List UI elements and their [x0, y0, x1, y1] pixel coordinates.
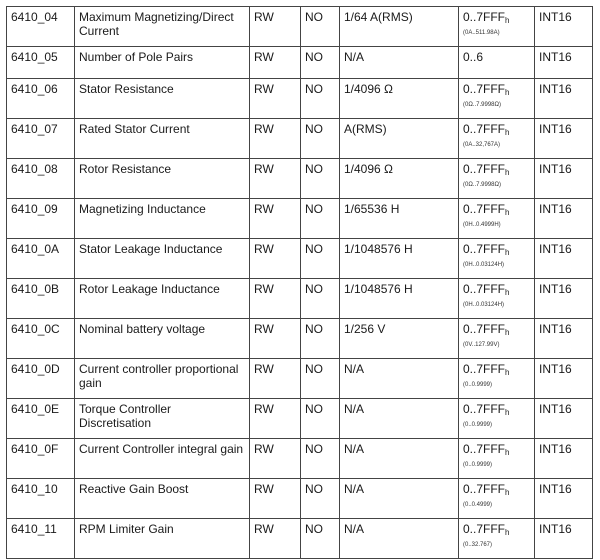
name-cell: Rotor Resistance [75, 159, 250, 199]
parameter-table-body [7, 7, 593, 559]
index-cell: 6410_04 [7, 7, 75, 47]
index-cell: 6410_07 [7, 119, 75, 159]
pdo-cell: NO [301, 479, 340, 519]
range-note: (0H..0.03124H) [463, 302, 505, 308]
parameter-table-container [6, 6, 593, 559]
units-cell: N/A [340, 439, 459, 479]
access-cell: RW [250, 199, 301, 239]
pdo-cell: NO [301, 79, 340, 119]
access-cell: RW [250, 79, 301, 119]
range-note: (0H..0.03124H) [463, 262, 505, 268]
pdo-cell: NO [301, 359, 340, 399]
pdo-cell: NO [301, 519, 340, 559]
units-cell: 1/4096 Ω [340, 159, 459, 199]
table-row [7, 399, 593, 439]
range-value: 0..7FFF [463, 322, 506, 336]
range-value: 0..7FFF [463, 402, 506, 416]
range-value: 0..7FFF [463, 10, 506, 24]
name-cell: Maximum Magnetizing/Direct Current [75, 7, 250, 47]
range-subscript: h [505, 128, 510, 137]
range-value: 0..7FFF [463, 522, 506, 536]
range-cell [459, 79, 535, 119]
range-note: (0H..0.4999H) [463, 222, 501, 228]
table-row [7, 159, 593, 199]
table-row [7, 47, 593, 79]
parameter-table [6, 6, 593, 559]
type-cell: INT16 [535, 79, 593, 119]
table-row [7, 239, 593, 279]
pdo-cell: NO [301, 47, 340, 79]
table-row [7, 479, 593, 519]
name-cell: Nominal battery voltage [75, 319, 250, 359]
range-note: (0Ω..7.9998Ω) [463, 182, 501, 188]
name-cell: Current Controller integral gain [75, 439, 250, 479]
index-cell: 6410_06 [7, 79, 75, 119]
range-note: (0V..127.99V) [463, 342, 500, 348]
range-note: (0..0.9999) [463, 382, 493, 388]
range-note: (0..32.767) [463, 542, 493, 548]
range-note: (0..0.9999) [463, 422, 493, 428]
table-row [7, 199, 593, 239]
range-value: 0..7FFF [463, 242, 506, 256]
range-cell [459, 319, 535, 359]
pdo-cell: NO [301, 439, 340, 479]
access-cell: RW [250, 239, 301, 279]
range-cell [459, 359, 535, 399]
range-subscript: h [505, 248, 510, 257]
name-cell: Stator Leakage Inductance [75, 239, 250, 279]
index-cell: 6410_0A [7, 239, 75, 279]
name-cell: Torque Controller Discretisation [75, 399, 250, 439]
range-subscript: h [505, 168, 510, 177]
index-cell: 6410_05 [7, 47, 75, 79]
access-cell: RW [250, 47, 301, 79]
range-subscript: h [505, 208, 510, 217]
units-cell: 1/1048576 H [340, 279, 459, 319]
index-cell: 6410_0D [7, 359, 75, 399]
name-cell: RPM Limiter Gain [75, 519, 250, 559]
units-cell: N/A [340, 519, 459, 559]
access-cell: RW [250, 159, 301, 199]
range-subscript: h [505, 368, 510, 377]
range-value: 0..7FFF [463, 202, 506, 216]
access-cell: RW [250, 119, 301, 159]
units-cell: 1/1048576 H [340, 239, 459, 279]
range-note: (0Ω..7.9998Ω) [463, 102, 501, 108]
table-row [7, 439, 593, 479]
table-row [7, 319, 593, 359]
table-row [7, 279, 593, 319]
pdo-cell: NO [301, 159, 340, 199]
table-row [7, 7, 593, 47]
access-cell: RW [250, 7, 301, 47]
table-row [7, 79, 593, 119]
range-cell [459, 47, 535, 79]
access-cell: RW [250, 519, 301, 559]
index-cell: 6410_0C [7, 319, 75, 359]
range-subscript: h [505, 88, 510, 97]
range-subscript: h [505, 408, 510, 417]
units-cell: 1/256 V [340, 319, 459, 359]
type-cell: INT16 [535, 439, 593, 479]
units-cell: N/A [340, 399, 459, 439]
range-cell [459, 399, 535, 439]
table-row [7, 519, 593, 559]
units-cell: N/A [340, 47, 459, 79]
pdo-cell: NO [301, 199, 340, 239]
type-cell: INT16 [535, 399, 593, 439]
range-note: (0..0.4999) [463, 502, 493, 508]
access-cell: RW [250, 479, 301, 519]
type-cell: INT16 [535, 479, 593, 519]
index-cell: 6410_0F [7, 439, 75, 479]
units-cell: 1/65536 H [340, 199, 459, 239]
range-note: (0A..511.98A) [463, 30, 500, 36]
range-value: 0..7FFF [463, 162, 506, 176]
units-cell: 1/4096 Ω [340, 79, 459, 119]
index-cell: 6410_0E [7, 399, 75, 439]
name-cell: Rated Stator Current [75, 119, 250, 159]
range-cell [459, 479, 535, 519]
range-subscript: h [505, 528, 510, 537]
access-cell: RW [250, 319, 301, 359]
name-cell: Magnetizing Inductance [75, 199, 250, 239]
type-cell: INT16 [535, 359, 593, 399]
range-cell [459, 7, 535, 47]
range-cell [459, 439, 535, 479]
units-cell: N/A [340, 479, 459, 519]
pdo-cell: NO [301, 399, 340, 439]
type-cell: INT16 [535, 319, 593, 359]
range-value: 0..7FFF [463, 482, 506, 496]
units-cell: N/A [340, 359, 459, 399]
index-cell: 6410_08 [7, 159, 75, 199]
pdo-cell: NO [301, 279, 340, 319]
units-cell: 1/64 A(RMS) [340, 7, 459, 47]
type-cell: INT16 [535, 119, 593, 159]
type-cell: INT16 [535, 199, 593, 239]
table-row [7, 359, 593, 399]
range-value: 0..7FFF [463, 282, 506, 296]
access-cell: RW [250, 359, 301, 399]
range-subscript: h [505, 448, 510, 457]
access-cell: RW [250, 279, 301, 319]
range-note: (0..0.9999) [463, 462, 493, 468]
range-note: (0A..32,767A) [463, 142, 501, 148]
range-cell [459, 519, 535, 559]
pdo-cell: NO [301, 7, 340, 47]
name-cell: Stator Resistance [75, 79, 250, 119]
name-cell: Current controller proportional gain [75, 359, 250, 399]
pdo-cell: NO [301, 319, 340, 359]
range-value: 0..7FFF [463, 82, 506, 96]
name-cell: Reactive Gain Boost [75, 479, 250, 519]
range-subscript: h [505, 488, 510, 497]
access-cell: RW [250, 439, 301, 479]
type-cell: INT16 [535, 7, 593, 47]
type-cell: INT16 [535, 47, 593, 79]
name-cell: Rotor Leakage Inductance [75, 279, 250, 319]
access-cell: RW [250, 399, 301, 439]
type-cell: INT16 [535, 159, 593, 199]
range-subscript: h [505, 328, 510, 337]
range-value: 0..6 [463, 50, 484, 64]
range-value: 0..7FFF [463, 362, 506, 376]
index-cell: 6410_0B [7, 279, 75, 319]
range-cell [459, 279, 535, 319]
range-cell [459, 159, 535, 199]
units-cell: A(RMS) [340, 119, 459, 159]
range-value: 0..7FFF [463, 122, 506, 136]
type-cell: INT16 [535, 279, 593, 319]
pdo-cell: NO [301, 239, 340, 279]
range-subscript: h [505, 16, 510, 25]
range-cell [459, 119, 535, 159]
name-cell: Number of Pole Pairs [75, 47, 250, 79]
type-cell: INT16 [535, 519, 593, 559]
index-cell: 6410_09 [7, 199, 75, 239]
range-subscript: h [505, 288, 510, 297]
range-cell [459, 199, 535, 239]
range-cell [459, 239, 535, 279]
pdo-cell: NO [301, 119, 340, 159]
table-row [7, 119, 593, 159]
index-cell: 6410_10 [7, 479, 75, 519]
type-cell: INT16 [535, 239, 593, 279]
index-cell: 6410_11 [7, 519, 75, 559]
range-value: 0..7FFF [463, 442, 506, 456]
